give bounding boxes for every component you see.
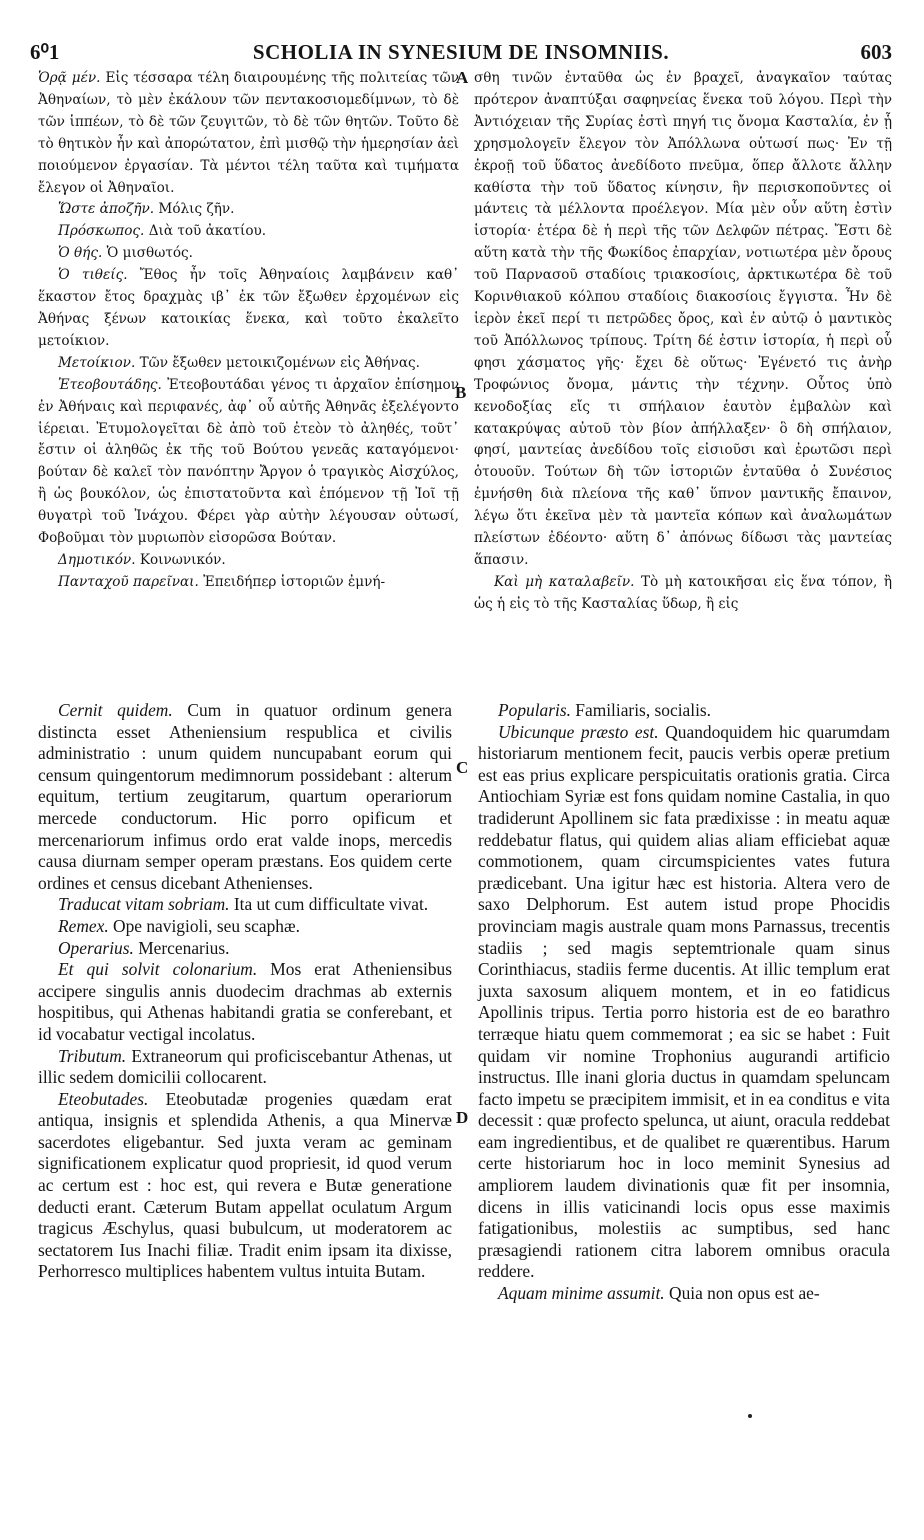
scholion-entry	[38, 1089, 452, 1283]
margin-letter-d: D	[456, 1108, 469, 1127]
lemma: Καὶ μὴ καταλαβεῖν.	[494, 573, 635, 590]
lemma: Ἐτεοβουτάδης.	[58, 376, 162, 393]
scholion-entry	[478, 700, 890, 722]
gloss-text: Ἔθος ἦν τοῖς Ἀθηναίοις λαμβάνειν καθ᾽ ἕκαστον ἔτος δραχμὰς ιβ᾽ ἐκ τῶν ἔξωθεν ἐρχομένων εἰς Ἀθήνας ξένων κατοικίας ἕνεκα, καὶ τοῦτο ἐκαλεῖτο μετοίκιον.	[38, 267, 459, 349]
scholion-entry	[474, 68, 892, 572]
lemma: Cernit quidem.	[58, 700, 173, 720]
gloss-text: Ὁ μισθωτός.	[102, 245, 193, 262]
gloss-text: Mercenarius.	[133, 937, 230, 958]
gloss-text: Quandoquidem hic quarumdam historiarum mentionem fecit, paucis verbis operæ pretium est eas prius explicare perspicuitatis orationis gratia. Circa Antiochiam Syriæ est fons quidam nomine Castalia, in quo tradiderunt Apollinem sic fata prædixisse : in meatu aquæ reddebatur flatus, qui quidem alias aliam efficiebat aquæ commotionem, quam circumspicientes vates futura prædicebant. Una igitur hæc est historia. Altera vero de saxo Delphorum. Est autem istud prope Phocidis provinciam magis australe quam mons Parnassus, trecentis stadiis ; sed magis septemtrionale quam sinus Corinthiacus, stadiis ferme ducentis. At illic templum erat juxta saxosum aliquem montem, et in eo fatidicus Apollinis tripus. Tertia porro historia est de eo barathro terræque hiatu quem commemorat ; ea sic se habet : Fuit quidam vir nomine Trophonius augurandi artificio instructus. Ille inani gloria ductus in quamdam speluncam facto impetu se præcipitem immisit, et in ea conditus e vita decessit : quæ profecto spelunca, ut aiunt, oracula reddebat eam ingredientibus, et de qualibet re quærentibus. Harum certe historiarum hoc in loco meminit Synesius ad ampliorem laudem divinationis quæ fit per insomnia, dicens in illis vaticinandi locis opus esse maximis fatigationibus, molestiis ac sumptibus, sed hanc præsagiendi rationem citra laborem omnibus oracula reddere.	[478, 721, 891, 1282]
scholion-entry	[474, 572, 892, 616]
scholion-entry	[38, 353, 459, 375]
gloss-text: Τὸ μὴ κατοικῆσαι εἰς ἕνα τόπον, ἢ ὡς ἡ εἰς τὸ τῆς Κασταλίας ὕδωρ, ἢ εἰς	[474, 573, 892, 612]
scholion-entry	[38, 243, 459, 265]
gloss-text: Διὰ τοῦ ἀκατίου.	[144, 223, 267, 240]
latin-column-left	[38, 700, 452, 1283]
margin-letter-c: C	[456, 758, 469, 777]
lemma: Aquam minime assumit.	[498, 1283, 665, 1304]
gloss-text: Quia non opus est ae-	[664, 1283, 820, 1304]
lemma: Operarius.	[58, 937, 134, 958]
margin-letter-a: A	[456, 68, 469, 87]
gloss-text: Ita ut cum difficultate vivat.	[229, 894, 429, 915]
lemma: Ὁρᾷ μέν.	[38, 70, 101, 86]
lemma: Popularis.	[498, 700, 571, 720]
gloss-text: Τῶν ἔξωθεν μετοικιζομένων εἰς Ἀθήνας.	[135, 354, 420, 371]
lemma: Ubicunque præsto est.	[498, 721, 659, 742]
lemma: Ὁ τιθείς.	[58, 267, 128, 284]
gloss-text: Εἰς τέσσαρα τέλη διαιρουμένης τῆς πολιτείας τῶν Ἀθηναίων, τὸ μὲν ἐκάλουν τῶν πεντακοσιομεδίμνων, τὸ δὲ τῶν ἱππέων, τὸ δὲ τῶν ζευγιτῶν, τὸ δὲ τῶν θητῶν. Τοῦτο δὲ τὸ θητικὸν ἦν καὶ ἀπορώτατον, ἐπὶ μισθῷ τὴν ἡμερησίαν ἀεὶ ποιούμενον ἐργασίαν. Τὰ μέντοι τέλη ταῦτα καὶ τιμήματα ἔλεγον οἱ Ἀθηναῖοι.	[38, 70, 460, 196]
gloss-text: Eteobutadæ progenies quædam erat antiqua, insignis et splendida Athenis, a qua Minervæ sacerdotes eligebantur. Sed juxta veram ac geminam significationem explicatur quod propriesit, id quod verum ac certum est : hoc est, qui revera e Butæ generatione deducti erant. Cæterum Butam appellat oculatum Argum tragicus Æschylus, quasi bubulcum, ut moderatorem ac sectatorem Ius Inachi filiæ. Tradit enim ipsam ita dixisse, Perhorresco multiplices habentem vultus intuita Butam.	[38, 1088, 452, 1282]
gloss-text: Ἐπειδήπερ ἱστοριῶν ἐμνή-	[198, 573, 386, 590]
scholion-entry	[38, 938, 452, 960]
gloss-text: Extraneorum qui proficiscebantur Athenas, ut illic sedem domicilii collocarent.	[38, 1045, 452, 1088]
scholion-entry	[38, 199, 459, 221]
greek-column-right	[474, 68, 892, 616]
lemma: Tributum.	[58, 1045, 127, 1066]
gloss-text: Κοινωνικόν.	[135, 551, 226, 568]
gloss-text: σθη τινῶν ἐνταῦθα ὡς ἐν βραχεῖ, ἀναγκαῖον ταύτας πρότερον ἀναπτύξαι σαφηνείας ἕνεκα τοῦ λόγου. Περὶ τὴν Ἀντιόχειαν τῆς Συρίας ἐστὶ πηγή τις ὄνομα Κασταλία, ἐν ᾗ χρησμολογεῖν ἔλεγον τὸν Ἀπόλλωνα οὑτωσί πως· Ἐν τῇ ἐκροῇ τοῦ ὕδατος ἀνεδίδοτο πνεῦμα, ὅπερ ἄλλοτε ἄλλην καθίστα τὴν τοῦ ὕδατος κίνησιν, ἣν περισκοποῦντες οἱ μάντεις τὰ μέλλοντα προέλεγον. Μία μὲν οὖν αὕτη ἐστὶν ἱστορία· ἑτέρα δὲ ἡ περὶ τῆς τῶν Δελφῶν πέτρας. Ἔστι δὲ αὕτη κατὰ τὴν τῆς Φωκίδος ἐπαρχίαν, νοτιωτέρα μὲν ὄρους τοῦ Παρνασοῦ σταδίοις τριακοσίοις, ἀρκτικωτέρα δὲ τοῦ Κορινθιακοῦ κόλπου σταδίοις διακοσίοις ἔγγιστα. Ἦν δὲ ἱερὸν ἐκεῖ περί τι πετρῶδες ὄρος, καὶ ἐν αὐτῷ ὁ μαντικὸς τοῦ Ἀπόλλωνος τρίπους. Τρίτη δέ ἐστιν ἱστορία, ἡ περὶ οὗ φησι χάσματος γῆς· ἔχει δὲ οὕτως· Ἐγένετό τις ἀνὴρ Τροφώνιος ὄνομα, μάντις τὴν τέχνην. Οὗτος ὑπὸ κενοδοξίας εἴς τι σπήλαιον ἑαυτὸν ἐμβαλὼν καὶ κατακρύψας αὐτοῦ τὸν βίον ἀπήλλαξεν· ὃ δὴ σπήλαιον, φησί, μαντείας ἀνεδίδου τοῖς εἰσιοῦσι καὶ ἐρωτῶσι περὶ ὁτουοῦν. Τούτων δὴ τῶν ἱστοριῶν ἐνταῦθα ὁ Συνέσιος ἐμνήσθη διὰ πλείονα τῆς καθ᾽ ὕπνον μαντικῆς ἔπαινον, λέγω ὅτι ἐκεῖνα μὲν τὰ μαντεῖα κόπων καὶ ἀναλωμάτων πλείστων ἐδέοντο· αὕτη δ᾽ ἀπόνως δίδωσι τὰς μαντείας ἅπασιν.	[474, 70, 892, 568]
scholion-entry	[38, 916, 452, 938]
scholion-entry	[38, 221, 459, 243]
page-number-left: 6⁰1	[30, 40, 60, 64]
scholion-entry	[38, 375, 459, 550]
ink-speck	[748, 1414, 752, 1418]
lemma: Et qui solvit colonarium.	[58, 959, 258, 980]
scholion-entry	[38, 1046, 452, 1089]
running-header	[30, 40, 892, 64]
scholion-entry	[38, 68, 459, 199]
lemma: Eteobutades.	[58, 1088, 149, 1109]
scholion-entry	[38, 700, 452, 894]
scholion-entry	[38, 959, 452, 1045]
margin-letter-b: B	[455, 383, 467, 402]
lemma: Traducat vitam sobriam.	[58, 894, 230, 915]
lemma: Ὁ θής.	[58, 245, 103, 262]
lemma: Ὥστε ἀποζῆν.	[58, 201, 155, 218]
lemma: Πρόσκωπος.	[58, 223, 145, 240]
gloss-text: Cum in quatuor ordinum genera distincta esset Atheniensium respublica et civilis administratio : unum quidem nuncupabant eorum qui censum quingentorum medimnorum possidebant : alterum equitum, tertium zeugitarum, quartum operariorum mercede conductorum. Hic porro opificum et mercenariorum infimus ordo erat valde inops, mercedis causa diurnam semper operam præstans. Eos quidem certe ordines et census dicebant Athenienses.	[38, 700, 452, 893]
scholion-entry	[38, 265, 459, 353]
scholion-entry	[38, 894, 452, 916]
gloss-text: Ἐτεοβουτάδαι γένος τι ἀρχαῖον ἐπίσημον ἐν Ἀθήναις καὶ περιφανές, ἀφ᾽ οὗ αὐτῆς Ἀθηνᾶς ἐξελέγοντο ἱέρειαι. Ἐτυμολογεῖται δὲ ἀπὸ τοῦ ἐτεὸν τὸ ἀληθές, τοῦτ᾽ ἔστιν οἱ ἀληθῶς ἐκ τῆς τοῦ Βούτου γενεᾶς καταγόμενοι· βούταν δὲ καλεῖ τὸν πανόπτην Ἄργον ὁ τραγικὸς Αἰσχύλος, ἢ ὡς βουκόλον, ὡς ἐπιστατοῦντα καὶ ἑπόμενον τῇ Ἰοῖ τῇ θυγατρὶ τοῦ Ἰνάχου. Φέρει γὰρ αὐτὴν λέγουσαν οὑτωσί, Φοβοῦμαι τὸν μυριωπὸν εἰσορῶσα Βούταν.	[38, 376, 459, 547]
lemma: Πανταχοῦ παρεῖναι.	[58, 573, 199, 590]
scholion-entry	[38, 550, 459, 572]
gloss-text: Ope navigioli, seu scaphæ.	[108, 915, 300, 936]
gloss-text: Μόλις ζῆν.	[154, 201, 235, 218]
lemma: Μετοίκιον.	[58, 354, 136, 371]
scholion-entry	[478, 1283, 890, 1305]
greek-column-left	[38, 68, 459, 594]
gloss-text: Familiaris, socialis.	[570, 700, 712, 720]
page-number-right: 603	[860, 40, 892, 64]
running-title: SCHOLIA IN SYNESIUM DE INSOMNIIS.	[252, 40, 670, 64]
lemma: Δημοτικόν.	[58, 551, 136, 568]
latin-column-right	[478, 700, 890, 1305]
scholion-entry	[478, 722, 890, 1283]
gloss-text: Mos erat Atheniensibus accipere singulis annis duodecim drachmas ab externis hospitibus, qui Athenas habitandi gratia se conferebant, et id vocabatur vectigal incolatus.	[38, 959, 453, 1044]
lemma: Remex.	[58, 915, 109, 936]
scholion-entry	[38, 572, 459, 594]
